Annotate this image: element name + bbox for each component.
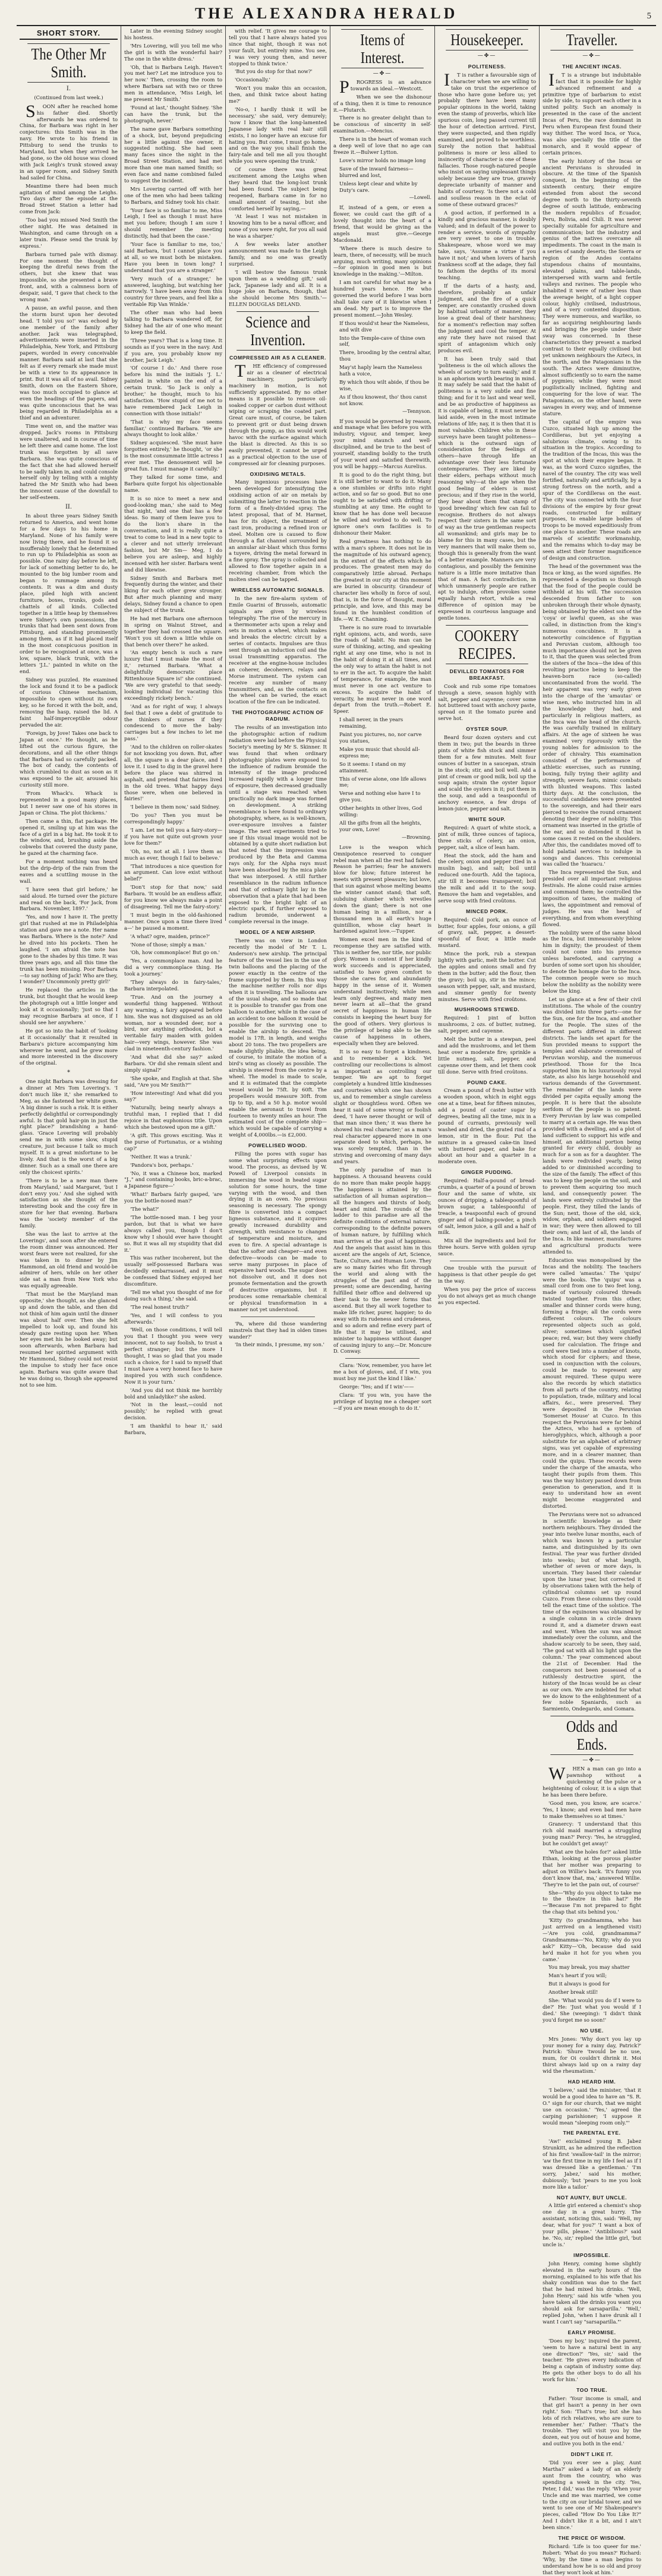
subheading: THE ANCIENT INCAS. bbox=[562, 63, 622, 70]
paragraph: It is good to do the right thing, but it is still better to want to do it. Many a one stumbles or drifts into right action, and so far so good. But no one ought to be satisfied with drifting or stumbling at any time. He ought to know that he has done well because he willed and worked to do well. To ignore one's own facilities is to dishonour their Maker. bbox=[333, 471, 431, 536]
ornament: —✤— bbox=[477, 53, 497, 59]
paragraph: 'Occasionally.' bbox=[235, 77, 270, 83]
paragraph: 'And what did she say?' asked Barbara. 'Or did she remain silent and simply signal?' bbox=[124, 1054, 222, 1073]
paragraph: 'And as for right of way, I always feel that I owe a debt of gratitude to the thinkers of nurses if they condescend to move the baby-carriages but a few inches to let me pass.' bbox=[124, 703, 222, 742]
paragraph: For a moment nothing was heard but the drip-drip of the rain from the eaves and a scuttling mouse in the wall. bbox=[20, 858, 118, 884]
chapter-number: II. bbox=[65, 504, 72, 511]
verse-line: But it always is good for bbox=[548, 1981, 610, 1987]
paragraph: 'Three years? That is a long time. It sounds as if you were in the navy. And if you are, you probably know my brother, Jack Leigh.' bbox=[124, 337, 222, 363]
verse bbox=[333, 320, 431, 407]
paragraph: 'They always do in fairy-tales,' Barbara interpolated. bbox=[124, 979, 222, 992]
verse-line: All the gifts from all the heights, your own, Love! bbox=[339, 819, 422, 832]
paragraph: 'That must be the Maryland man opposite,' she thought, as she glanced up and down the table, and then did not think of him again until the dinner was about half over. Then she felt impelled to look up, and found his steady gaze resting upon her. When her eyes met his he looked away; but soon afterwards, when Barbara had resumed her spirited argument with Mr Hammond, Sidney could not resist the impulse to study her face once again. Barbara was quite aware that he was doing so, though she appeared not to see him. bbox=[20, 1291, 118, 1388]
paragraph: Education was monopolised by the Incas and the nobility. The teachers were called 'amautas.' The 'quipu' were the books. The 'quipu' was a small cord from one to two feet long, made of variously coloured threads twisted together. From this other, smaller and thinner cords were hung, forming a fringe; all the cords were different colours. The colours represented objects such as gold, silver; sometimes which signified peace; red, war; but they were chiefly used for calculation. The fringe and cord were tied into a number of knots, which stood for ciphers; and these, used in conjunction with the colours, could be made to represent any amount required. These quipu were also the records by which statistics from all parts of the country, relating to population, trade, military and local affairs, &c., were preserved. They were deposited in the Peruvian 'Somerset House' at Cuzco. In this respect the Peruvians were far behind the Aztecs, who had a system of hieroglyphics, which, although a poor substitute for an alphabet of arbitrary signs, was yet capable of expressing more, and in a clearer manner, than could the quipu. These records were under the charge of the amauta, who taught their pupils from them. This was the way history passed down from generation to generation, and it is easy to understand how an event might become exaggerated and distorted. bbox=[543, 1257, 641, 1510]
paragraph: Cream a pound of fresh butter with a wooden spoon, which in eight eggs one at a time, beat for fifteen minutes, add a pound of caster sugar by degrees, beating all the time, mix in a pound of currants, previously well washed and dried, the grated rind of a lemon, stir in the flour. Put the mixture in a greased cake-tin lined with buttered paper, and bake for about an hour and a quarter in a moderate oven. bbox=[438, 1087, 536, 1165]
paragraph: 'A what? ogre, maiden, prince?' bbox=[130, 933, 210, 939]
paragraph: It is so easy to forget a kindness, and to remember a kick. Yet controlling our recollections is almost as important as controlling our temper. We are apt to forget completely a hundred little kindnesses and courtesies which one has shown us, and to remember a single careless slight or thoughtless word. Often we hear it said of some wrong or foolish deed, 'I have never thought or will of that man since then;' it was there he showed his real character;' as a man's real character appeared more in one separate deed to which, perhaps, he was sorely tempted, than in the striving and overcoming of many days and years. bbox=[333, 1048, 431, 1165]
paragraph: A little girl entered a chemist's shop one day in a great hurry. The assistant, noticing this, said: 'Well, my dear, what for you?' 'I want a box of your pills, please.' 'Antibilious?' said he. 'No, sir,' replied the little girl, 'but uncle is.' bbox=[543, 2202, 641, 2247]
continued-note: (Continued from last week.) bbox=[34, 94, 103, 100]
paragraph: 'Oh, that is Barbara Leigh. Haven't you met her? Let me introduce you to her now.' Then, crossing the room to where Barbara sat with two or three men in attendance, 'Miss Leigh, let me present Mr Smith.' bbox=[124, 64, 222, 103]
paragraph: 'I am thankful to hear it,' said Barbara, bbox=[124, 1423, 222, 1436]
paragraph: Mrs Jones: 'Why don't you lay up your money for a rainy day, Patrick?' Patrick: 'Shure 'twould be no use, mum, for Oi couldn't dhrink it. Moi thirst always laid up on a rainy day wid the rheumatism.' bbox=[543, 2035, 641, 2075]
paragraph: A few weeks later another announcement was made to the Leigh family, and no one was greatly surprised. bbox=[229, 241, 327, 267]
paragraph: THE efficiency of compressed air as a cleaner of electrical machinery, particularly machinery in motion, is not sufficiently appreciated. By no other means is it possible to remove oil-soaked copper or carbon dust without wiping or scraping the coated part. Great care must, of course, be taken to prevent grit or dust being drawn through the pump, as this would work havoc with the surface against which the blast is directed. As this is so easily prevented, it cannot be urged as a practical objection to the use of compressed air for cleaning purposes. bbox=[229, 361, 327, 466]
paragraph: Cook and rub some ripe tomatoes through a sieve, season highly with salt, pepper and cayenne; cover some hot buttered toast with anchovy paste, spread on it the tomato purée and serve hot. bbox=[438, 683, 536, 722]
subheading: THE PRICE OF WISDOM. bbox=[558, 2535, 626, 2542]
subheading: MODEL OF A NEW AIRSHIP. bbox=[239, 929, 316, 936]
paragraph: The other man who had been talking to Barbara wandered off, for Sidney had the air of one who meant to keep the field. bbox=[124, 310, 222, 335]
paragraph: Real greatness has nothing to do with a man's sphere. It does not lie in the magnitude of his outward agency, in the extent of the effects which he produces. The greatest men may do comparatively little abroad. Perhaps the greatest in our city at this moment are buried in obscurity. Grandeur of character lies wholly in force of soul, that is, in the force of thought, moral principle, and love, and this may be found in the humblest condition of life.—W. E. Channing. bbox=[333, 538, 431, 622]
paragraph: 'Your face is familiar to me, too,' said Barbara, 'but I cannot place you at all, so we must both be mistaken. Have you been in town long? I understand that you are a stranger.' bbox=[124, 241, 222, 273]
verse-line: As if thou knowest, tho' thou canst not know. bbox=[339, 393, 427, 406]
verse-line: By which thou wilt abide, if thou be wise, bbox=[339, 378, 430, 392]
paragraph: Later in the evening Sidney sought his hostess. bbox=[124, 28, 222, 40]
verse bbox=[543, 1964, 641, 1996]
paragraph: 'The what?' bbox=[130, 1206, 159, 1213]
paragraph: 'That introduces a nice question for an argument. Can love exist without belief?' bbox=[124, 863, 222, 882]
verse-line: There, brooding by the central altar, thou bbox=[339, 349, 431, 362]
paragraph: Meantime there had been much agitation of mind among the Leighs. Two days after the episode at the Broad Street Station a letter had come from Jack: bbox=[20, 182, 118, 215]
paragraph: 'I believe,' said the minister, 'that it would be a good idea to have an "S. R. O." sign for our church, that we might use on occasion.' 'Yes,' agreed the carping parishioner; 'I suppose it would mean "sleeping room only."' bbox=[543, 2086, 641, 2126]
attribution: —Browning. bbox=[402, 834, 431, 840]
paragraph: The Peruvians were not so advanced in scientific knowledge as their northern neighbours. They divided the year into twelve lunar months, each of which was known by a particular name, and distinguished by its own festival. The year was further divided into weeks; but of what length, whether of seven or more days, is uncertain. They based their calendar upon the lunar year, but corrected it by observations taken with the help of cylindrical columns set up round Cuzco. From these columns they could tell the exact time of the solstice. The time of the equinoxes was obtained by a single column in a circle drawn round it, and a diameter drawn east and west. When the sun was almost immediately over the column, and the shadow scarcely to be seen, they said, 'The god sat with all his light upon the column.' The year commenced about the 21st of December. Had the conquerors not been possessed of a ruthlessly destructive spirit, the history of the Incas would be as clear as our own. We are indebted for what we do know to the enlightenment of a few noble Spaniards, such as Sarmiento, Ondegardo, and Gomara. bbox=[543, 1511, 641, 1712]
section-heading: Odds and Ends. bbox=[550, 1716, 633, 1755]
paragraph: 'A gift. This grows exciting. Was it the purse of Fortunatus, or a wishing cap?' bbox=[124, 1132, 222, 1151]
paragraph: 'She spoke, and English at that. She said, "Are you Mr Smith?"' bbox=[124, 1075, 222, 1088]
paragraph: In about three years Sidney Smith returned to America, and went home for a few days to his home in Maryland. None of his family were now living there, and he found it so insufferably lonely that he determined to run up to Philadelphia as soon as possible. One rainy day before he left, for lack of something better to do, he mounted to the big lumber room and began to rummage among its contents. It was a dim and dusty place, piled high with ancient furniture, boxes, trunks, gods and chattels of all kinds. Collected together in a little heap by themselves were Sidney's own possessions, the trunks that had been sent down from Pittsburg, and standing prominently among them, as if it had placed itself in the most conspicuous position in order to be recognised at once, was a low, square, black trunk, with the letters 'J.L.' painted in white on the end. bbox=[20, 513, 118, 674]
paragraph: He got so into the habit of 'looking at it occasionally' that it resulted in Barbara's picture accompanying him wherever he went, and he grew more and more interested in the discovery of the original. bbox=[20, 1027, 118, 1066]
verse-line: Love's mirror holds no image long bbox=[339, 157, 426, 163]
paragraph: There was on view in London recently the model of Mr T. L. Anderson's new airship. The principal feature of the vessel lies in the use of twin balloons and the placing of the power exactly in the centre of the frame supported by them. In this way the machine neither rolls nor dips when it is travelling. The balloons are of the usual shape, and so made that it is possible to transfer gas from one balloon to another, while in the case of an accident to one balloon it would be possible for the surviving one to enable the airship to descend. The model is 17ft. in length, and weighs about 20 tons. The two propellers are made slightly pliable, the idea being, of course, to imitate the motion of a bird's wing as closely as possible. The airship is steered from the centre by a wheel. The model is made to scale, and it is estimated that the complete vessel would be 75ft. by 60ft. The propellers would measure 30ft. from tip to tip, and a 50 h.p. motor would enable the aeronaut to travel from fourteen to twenty miles an hour. The estimated cost of the complete ship—which would be capable of carrying a weight of 4,000lbs.—is £2,000. bbox=[229, 937, 327, 1138]
attribution: —Tennyson. bbox=[402, 408, 431, 414]
paragraph: 'Very much of a stranger,' he answered, laughing, but watching her narrowly. 'I have been away from this country for three years, and feel like a veritable Rip Van Winkle.' bbox=[124, 275, 222, 308]
verse-line: This of verse alone, one life allows me; bbox=[339, 775, 427, 788]
paragraph: 'What!' Barbara fairly gasped, 'are you the bottle-nosed man?' bbox=[124, 1191, 222, 1204]
subheading: MUSHROOMS STEWED. bbox=[454, 1006, 520, 1013]
paragraph: The results of an investigation into the photographic action of radium radiation were laid before the Physical Society's meeting by Mr S. Skinner. It was found that when ordinary photographic plates were exposed to the influence of radium bromide the intensity of the image produced increased rapidly with a longer time of exposure, then decreased gradually until a stage was reached when practically no dark image was formed on development. A striking resemblance is here found to ordinary photography, where, as is well-known, over-exposure involves a fainter image. The next experiments tried to see if this visual image would not be obtained by a quite short radiation but that noted that the impression was produced by the Beta and Gamma rays only, for the Alpha rays must have been absorbed by the mica plate that was interposed. A still further resemblance in the radium influence and that of ordinary light lay in the observation that a plate that had been exposed to the bright light of an electric spark, if further exposed to radium bromide, underwent a complete reversal in the image. bbox=[229, 724, 327, 925]
ornament: —✤— bbox=[373, 71, 392, 77]
paragraph: 'No, it was a Chinese box, marked "J.," and containing books, bric-a-brac, a Japanese figure—' bbox=[124, 1170, 222, 1189]
paragraph: 'There is to be a new man there from Maryland,' said Margaret, 'but I don't envy you.' And she sighed with satisfaction as she thought of the interesting book and the cosy fire in store for her that evening. Barbara was the 'society member' of the family. bbox=[20, 1177, 118, 1229]
paragraph: 'I must begin in the old-fashioned manner. Once upon a time there lived a—' he paused a moment. bbox=[124, 911, 222, 931]
paragraph: Required: Half-a-pound of bread-crumbs, a quarter of a pound of brown flour and the same of white, six ounces of dripping, a tablespoonful of brown sugar, a tablespoonful of treacle, a teaspoonful each of ground ginger and of baking-powder, a pinch of salt, lemon juice, a gill and a half of milk. bbox=[438, 1177, 536, 1236]
verse-line: You may break, you may shatter bbox=[548, 1964, 630, 1971]
paragraph: One trouble with the pursuit of happiness is that other people do get in the way. bbox=[438, 1265, 536, 1284]
verse bbox=[333, 157, 431, 194]
paragraph: She—'Why do you object to take me to the theatre in this hat?' He—'Because I'm not prepared to fight the chap that sits behind you.' bbox=[543, 1889, 641, 1915]
column-5 bbox=[435, 26, 540, 1305]
attribution: —Lowell. bbox=[409, 195, 431, 201]
subheading: EARLY PROMISE. bbox=[568, 2329, 616, 2335]
section-heading: Traveller. bbox=[550, 29, 633, 50]
paragraph: 'Don't stop for that now,' said Barbara. 'It would be an endless affair, for you know we always make a point of disagreeing. Tell me the fairy-story.' bbox=[124, 884, 222, 910]
paragraph: When we see the dishonour of a thing, then it is time to renounce it.—Plutarch. bbox=[333, 93, 431, 113]
paragraph: 'From Whack's. Whack is represented in a good many places, but I never saw one of his stores in Japan or China. The plot thickens.' bbox=[20, 790, 118, 816]
divider bbox=[345, 1358, 420, 1359]
paragraph: 'What are the holes for?' asked little Ethan, looking at the porous plaster that her mother was preparing to adjust on Willie's back. 'It's funny you don't know that, ma,' answered Willie. 'They're to let the pain out, of course!' bbox=[543, 1849, 641, 1887]
verse-line: May'st haply learn the Nameless hath a voice, bbox=[339, 364, 423, 377]
paragraph: John Henry, coming home slightly elevated in the early hours of the morning, explained to his wife that his shaky condition was due to the fact that he had mixed his drinks. 'Well, John Henry,' said his wife 'when you have taken all the drinks you want you should ask for sarsaparilla.' 'Well,' replied John, 'when I have drunk all I want I can't say "sarsaparilla."' bbox=[543, 2260, 641, 2325]
verse-line: Another break still! bbox=[548, 1989, 598, 1996]
paragraph: 'That is why my face seems familiar,' continued Barbara. 'We are always thought to look alike.' bbox=[124, 418, 222, 438]
paragraph: 'Yes, and I will confess to you afterwards.' bbox=[124, 1312, 222, 1325]
paragraph: Time went on, and the matter was dropped. Jack's rooms in Pittsburg were unaltered, and in course of time he left there and came home. The lost trunk was forgotten by all save Barbara. She was quite conscious of the fact that she had allowed herself to be sadly taken in, and could console herself only by telling with a mighty hatred the Mr Smith who had been the innocent cause of the downfall to her self-esteem. bbox=[20, 423, 118, 501]
paragraph: Melt the butter in a stewpan, peel and add the mushrooms, and let them heat over a moderate fire; sprinkle a little nutmeg, salt, pepper, and cayenne over them, and let them cook till done. Serve with fried croûtons. bbox=[438, 1036, 536, 1075]
paragraph: Many ingenious processes have been developed for intensifying the oxidising action of air on metals by submitting the latter to reaction in the form of a finely-divided spray. The latest proposal, that of M. Harmet, has for its object, the treatment of cast iron, producing a refined iron or steel. Molten ore is caused to flow through a flat channel surrounded by an annular air-blast which thus forms a tuyere, driving the metal forward in a fine spray. The spray is collected and allowed to flow together again in a receiving chamber, from which the molten steel can be tapped. bbox=[229, 479, 327, 583]
subheading: IMPOSSIBLE. bbox=[573, 2252, 610, 2258]
paragraph: 'Aw!' exclaimed young B. Jabez Strunkitt, as he admired the reflection of his first 'swallow-tail' in the mirror; 'aw the first time in my life I feel as if I was dressed like a gentleman.' 'I'm sorry, Jabez,' said his mother, dubiously; 'but 'pears to me you look more like a tailor.' bbox=[543, 2138, 641, 2190]
verse-line: If thou would'st hear the Nameless, and wilt dive bbox=[339, 320, 430, 333]
paragraph: Filling the pores with sugar has some what surprising effects upon wood. The process, as devised by W. Powell of Liverpool consists in immersing the wood in heated sugar solution for some hours, the time varying with the wood, and then drying it in an oven. No previous seasoning is necessary. The spongy fibre is converted into a compact ligneous substance, and it acquires greatly increased durability and strength, with resistance to changes of temperature and moisture, and even to fire. A special advantage is that the softer and cheaper—and even defective—woods can be made to serve many purposes in place of expensive hard woods. The sugar does not dissolve out, and it does not promote fermentation and the growth of destructive organisms, but it produces some remarkable chemical or physical transformation in a manner not yet understood. bbox=[229, 1151, 327, 1312]
section-heading: Housekeeper. bbox=[446, 29, 528, 50]
verse-line: Save of the inward fairness—blurred and lost, bbox=[339, 165, 414, 178]
subheading: WHITE SOUP. bbox=[468, 816, 506, 822]
verse bbox=[333, 716, 431, 833]
verse-line: Man's heart if you will; bbox=[548, 1972, 607, 1979]
paragraph: If the darts of a hasty, and, therefore, probably an unfair judgment, and the fire of a quick temper, are constantly crushed down by habitual urbanity of manner, they lose a great deal of their harshness; for a moment's reflection may soften the judgment and cool the temper. At any rate they have not raised that spirit of antagonism which only produces evil. bbox=[438, 282, 536, 353]
paragraph: Sidney was puzzled. He examined the lock and found it to be a padlock of curious Chinese mechanism, impossible to open without its own key, so he forced it with the bolt, and, removing the hasp, raised the lid. A faint half-imperceptible odour pervaded the air. bbox=[20, 676, 118, 728]
paragraph: 'Not in the least,—could not possibly,' he replied with great decision. bbox=[124, 1401, 222, 1421]
paragraph: A pause, an awful pause, and then the storm burst upon her devoted head. 'I told you so!' was echoed by one member of the family after another. Jack was telegraphed, advertisements were inserted in the Philadelphia, New York, and Pittsburg papers, worded in every conceivable manner. Barbara said at last that she felt as if every remark she made must be with a view to its appearance in print. But it was all of no avail. Sidney Smith, down on the Eastern Shore, was too much occupied to glance at even the headings of the papers, and was quite unconscious that he was being regarded in Philadelphia as a thief and an adventurer. bbox=[20, 304, 118, 421]
paragraph: 'And you did not think me horribly bold and unladylike?' she asked. bbox=[124, 1387, 222, 1400]
paragraph: 'How interesting! And what did you say?' bbox=[124, 1090, 222, 1103]
paragraph: 'Pandora's box, perhaps.' bbox=[130, 1161, 194, 1168]
paragraph: Richard: 'Life is too queer for me.' Robert: 'What do you mean?' Richard: 'Why, by the time a man begins to understand how he is so old and prosy that they won't look at him.' bbox=[543, 2543, 641, 2575]
subheading: POWELLISED WOOD. bbox=[248, 1142, 307, 1149]
paragraph: When you pay the price of success you do not always get as much change as you expected. bbox=[438, 1286, 536, 1305]
masthead-title: THE ALEXANDRA HERALD bbox=[195, 5, 458, 22]
paragraph: 'Foreign, by Jove! Takes one back to Japan at once.' He thought, as he lifted out the curious figure, the decorations, and all the other things that Barbara had so carefully packed. The box of candy, the contents of which crumbled to dust as soon as it was exposed to the air, aroused his curiosity still more. bbox=[20, 730, 118, 788]
section-heading: The Other Mr Smith. bbox=[27, 43, 110, 83]
column-3 bbox=[226, 26, 330, 1348]
paragraph: 'Too bad you missed Ned Smith the other night. He was detained in Washington, and came through on a later train. Please send the trunk by express.' bbox=[20, 217, 118, 249]
verse-line: Other heights in other lives, God willing: bbox=[339, 805, 423, 818]
paragraph: 'And to the children on roller-skates for not knocking you down. But, after all, the square is a dear place, and I love it. I used to dig in the gravel here before the place was shirred in asphalt, and pretend that fairies lived in the old trees. What happy days those were, when one believed in fairies!' bbox=[124, 744, 222, 802]
paragraph: 'Kitty (to grandmamma, who has just arrived on a lengthened visit)—'Are you cold, grandmamma?' Grandmamma—'No, Kitty; why do you ask?' Kitty—'Oh, because dad said he'd make it hot for you when you came.' bbox=[543, 1917, 641, 1962]
paragraph: 'Mrs Lovering, will you tell me who the girl is with the wonderful hair? The one in the white dress.' bbox=[124, 42, 222, 62]
paragraph: She: 'What would you do if I were to die?' He: 'Just what you would if I died.' She (weeping): 'I didn't think you'd forget me so soon!' bbox=[543, 1997, 641, 2023]
paragraph: 'The real honest truth?' bbox=[130, 1303, 190, 1310]
section-heading: COOKERY RECIPES. bbox=[446, 625, 528, 664]
paragraph: 'Does my boy,' inquired the parent, 'seem to have a natural bent in any one direction?' 'Yes, sir,' said the teacher. 'He gives every indication of being a captain of industry some day. He gets the other boys to do all his work for him.' bbox=[543, 2337, 641, 2383]
paragraph: The Inca represented the Sun, and presided over all important religious festivals. He alone could raise armies and command them; he controlled the imposition of taxes, the making of laws, the appointment and removal of judges. He was the head of everything, and from whom everything flowed. bbox=[543, 869, 641, 927]
paragraph: The only paradise of man is happiness. A thousand heavens could do no more than make people happy. The happiness is attained by the satisfaction of all human aspiration—all the hungers and thirsts of body, heart and mind. The rounds of the ladder to this paradise are all the definite conditions of external nature, corresponding to the definite powers of human nature, by fulfilling which man arrives at the goal of happiness. And the angels that assist him in this ascent are the angels of Art, Science, Taste, Culture, and Human Love. They are so many fairies who flit through the world and along with the struggles of the past and of the present; some are descending, having fulfilled their office and delivered up their task to the newer forms that ascend. But they all work together to make life richer, purer, happier; to do away with its rudeness and crudeness, and so adorn and refine every part of life that it may be utilised, and minister to happiness without danger of causing injury to any.—Dr. Moncure D. Conway. bbox=[333, 1167, 431, 1355]
subheading: TOO TRUE. bbox=[576, 2387, 608, 2394]
paragraph: 'Oh, no, not at all. I love them as much as ever, though I fail to believe.' bbox=[124, 848, 222, 861]
paragraph: 'True. And on the journey a wonderful thing happened. Without any warning, a fairy appeared before him. She was not disguised as an old woman, nor a wounded deer, nor a bird, nor anything orthodox, but a veritable fairy maiden with golden hair—very wings, however. She was clad in nineteenth-century fashion.' bbox=[124, 993, 222, 1052]
paragraph: Heat the stock, add the ham and the celery, onion and pepper (tied in a muslin bag), and salt; boil until reduced one-fourth. Add the tapioca, stir till it becomes transparent; boil the milk and add it to the soup. Remove the ham and vegetables, and serve soup with fried croûtons. bbox=[438, 852, 536, 904]
subheading: MINCED PORK. bbox=[466, 908, 508, 914]
paragraph: 'Well, on those conditions, I will tell you that I thought you were very innocent, not to say foolish, to trust a perfect stranger; but the more I thought, I was so glad that you made such a choice, for I said to myself that I must have a very honest face to have inspired you with such confidence. Now it is your turn.' bbox=[124, 1327, 222, 1385]
chapter-number: I. bbox=[66, 85, 71, 92]
paragraph: Required: 1 pint of button mushrooms, 2 ozs. of butter, nutmeg, salt, pepper, and cayenne. bbox=[438, 1015, 536, 1034]
subheading: HAD HEARD HIM. bbox=[568, 2079, 616, 2085]
paragraph: 'I will bestow the famous trunk upon them as a wedding gift,' said Jack, 'Japanese lady and all. It is a huge joke on Barbara, though, that she should become Mrs Smith.'—ELLEN DOUGLAS DELAND. bbox=[229, 269, 327, 308]
column-6 bbox=[540, 26, 644, 2575]
paragraph: There is no sure road to invariable right opinions, acts, and words, save the roads of habit. No man can be sure of thinking, acting, and speaking right at any one time, who is not in the habit of doing it at all times, and the only way to attain the habit is not to err in the act. To acquire the habit of temperance, for example, the man must never in one act venture to excess. To acquire the habit of veracity, he must never in one word depart from the truth.—Robert E. Speer. bbox=[333, 624, 431, 715]
paragraph: A good action, if performed in a kindly and gracious manner, is doubly valued; and in default of the power to render a service, words of sympathy are very sweet to one in trouble. Shakespeare, whose word we may take, says, 'Assume a virtue if you have it not;' and when lovers of harsh frankness scoff at the adage, they fail to fathom the depths of its moral teaching. bbox=[438, 209, 536, 280]
paragraph: He replaced the articles in the trunk, but thought that he would keep the photograph out a little longer and look at it occasionally; 'just so that I may recognise Barbara at once, if I should see her anywhere.' bbox=[20, 987, 118, 1025]
subheading: OYSTER SOUP. bbox=[466, 726, 508, 733]
subheading: NOT AUNTY, BUT UNCLE. bbox=[556, 2194, 628, 2201]
paragraph: Women excel men in the kind of recompense they are satisfied with. This is neither fee, nor title, nor public glory. Women is content if her kindly work succeeds and is appreciated, satisfied to have given comfort to those she cares for, and abundantly happy in the sense of it. Women understand instinctively, while men learn only degrees, and many men never learn at all—that the grand secret of happiness in human life consists in keeping the heart busy for the good of others. Very glorious is the privilege of being able to be the cause of happiness in others, especially when they are beloved. bbox=[333, 936, 431, 1046]
paragraph: One night Barbara was dressing for a dinner at Mrs Tom Lovering's. 'I don't much like it,' she remarked to Meg, as she fastened her white gown. 'A big dinner is such a risk. It is either perfectly delightful or correspondingly awful. Is that gold hair-pin in just the right place?' brandishing a hand-glass. 'Grace Lovering will probably send me in with some slow, stupid creature, just because I talk so much myself. It is a great misfortune to be lively. And that is the worst of a big dinner. Such as a small one there are only the choicest spirits.' bbox=[20, 1078, 118, 1175]
paragraph: He had met Barbara one afternoon in spring on Walnut Street, and together they had crossed the square. 'Won't you sit down a little while on that bench over there?' he asked. bbox=[124, 615, 222, 648]
verse-line: Make you music that should all-express me; bbox=[339, 746, 420, 759]
paragraph: This was rather incoherent, but the usually self-possessed Barbara was decidedly embarrassed, and it must be confessed that Sidney enjoyed her discomfiture. bbox=[124, 1255, 222, 1287]
verse-line: Into the Temple-cave of thine own self, bbox=[339, 334, 425, 348]
paragraph: 'But you do stop for that now?' bbox=[235, 68, 313, 75]
paragraph: IT is a strange but indubitable fact that it is possible for highly advanced refinement and a primitive type of barbarism to exist side by side, to support each other in a united polity. Such an anomaly is presented in the case of the ancient Incas of Peru, the race dominant in Peru when European first found their way thither. The word Inca, or Yuca, was also specially the title of the monarch, and it would appear of certain princes. bbox=[543, 70, 641, 156]
paragraph: Sidney acquiesced. 'She must have forgotten entirely,' he thought, 'or she is the most consummate little actress I ever met. The denouement will be great fun. I must manage it carefully.' bbox=[124, 440, 222, 472]
paragraph: The nobility were of the same blood as the Inca, but immeasurably below him in dignity; the proudest of them could not come into his presence unless barefooted, and carrying a burden of some sort upon his shoulder, to denote the homage due to the Inca. The common people were so much below the nobility as the nobility were below the king. bbox=[543, 929, 641, 994]
chapter-number: * bbox=[67, 1069, 70, 1077]
verse-line: Verse and nothing else have I to give you. bbox=[339, 790, 421, 803]
paragraph: 'Won't you make this an occasion, then, and think twice about hating me?' bbox=[229, 85, 327, 105]
verse-line: Paint you pictures, no, nor carve you statues, bbox=[339, 731, 422, 744]
paragraph: WHEN a man can go into a pawnshop without a quickening of the pulse or a heightening of colour, it is a sign that he has been there before. bbox=[543, 1764, 641, 1798]
paragraph: Required: Cold pork, an ounce of butter, four apples, four onions, a gill of gravy, salt, pepper, a dessert-spoonful of flour, a little made mustard. bbox=[438, 916, 536, 949]
paragraph: The name gave Barbara something of a shock, but, beyond prejudicing her a little against the owner, it suggested nothing. She had seen many faces since the night in the Broad Street Station, and had met more than one man named Smith; so even face and name combined failed to suggest the incident. bbox=[124, 125, 222, 184]
column-4 bbox=[330, 26, 435, 1411]
paragraph: Then came a thin, flat package. He opened it, smiling up at him was the face of a girl in a big hat. He took it to the window, and, brushing aside the cobwebs that covered the dusty pane, he gazed at the charming face. bbox=[20, 817, 118, 857]
paragraph: 'I believe in them now,' said Sidney. bbox=[130, 804, 220, 810]
subheading: THE PARENTAL EYE. bbox=[563, 2130, 621, 2136]
paragraph: Barbara turned pale with dismay. For one moment the thought of keeping the direful news from the others, but she knew that was impossible, so she presented a brave front, and, with a calmness born of despair, said, 'I gave that check to the wrong man.' bbox=[20, 251, 118, 302]
paragraph: 'Where there is much desire to learn, there, of necessity, will be much arguing, much writing, many opinions—for opinion in good men is but knowledge in the making.'—Milton. bbox=[333, 245, 431, 277]
subheading: WIRELESS AUTOMATIC SIGNALS. bbox=[231, 586, 324, 593]
paragraph: IT is rather a favourable sign of character when we are willing to take on trust the experience of those who have gone before us; yet probably there have been many popular opinions in the world, taking even the stamp of proverbs, which like spurious coin, long passed current till the hour of detection arrived. First, they were suspected, and then rigidly examined, and proved to be worthless. Surely the notion that habitual politeness is more or less allied to insincerity of character is one of these fallacies. Those rough-natured people who insist on saying unpleasant things solely because they are true, gravely depreciate urbanity of manner and habits of courtesy. 'Is there not a cold and soulless reason in the eclat of some of these outward graces?' bbox=[438, 70, 536, 207]
paragraph: I am not careful for what may be a hundred years hence. He who governed the world before I was born shall take care of it likewise when I am dead. My part is to improve the present moment.—John Wesley. bbox=[333, 279, 431, 318]
subheading: COMPRESSED AIR AS A CLEANER. bbox=[229, 355, 327, 361]
paragraph: 'I am. Let me tell you a fairy-story—if you have not quite out-grown your love for them?' bbox=[124, 827, 222, 846]
ornament: —✤— bbox=[582, 1757, 601, 1764]
subheading: POUND CAKE. bbox=[467, 1079, 507, 1085]
paragraph: Of course there was great excitement among the Leighs when they heard that the long-lost trunk had been found. The subject being reopened, Barbara came in for no small amount of teasing, but she comforted herself by saying,— bbox=[229, 166, 327, 211]
subheading: GINGER PUDDING. bbox=[461, 1169, 513, 1176]
subheading: OXIDISING METALS. bbox=[250, 471, 306, 477]
paragraph: 'Pa, where did those wandering minstrels that they had in olden times wander?' bbox=[229, 1320, 327, 1340]
paragraph: The head of the government was the Inca or king, as the word signifies. He represented a despotism so thorough that the food of the people could be withheld at his will. The succession descended from father to son unbroken through their whole dynasty, being obtained by the eldest son of the 'coya' or lawful queen, as she was called, in distinction from the king's numerous concubines. It is a noteworthy coincidence of Egyptian and Peruvian custom, although too much importance should not be given to it, that the queen was selected from the sisters of the Inca—the idea of this revolting practice being to keep the heaven-born race (so-called) uncontaminated from the world. The heir apparent was very early given into the charge of the 'amautas' or wise men, who instructed him in all the knowledge they had, and particularly in religious matters, as the Inca was the head of the church. He was carefully trained in military affairs. At the age of sixteen he was examined very rigorously with the young nobles for admission to the order of chivalry. This examination consisted of the performance of athletic exercises, such as running, boxing, fully trying their agility and strength; severe fasts, mimic combats with blunted weapons. This lasted thirty days. At the conclusion, the successful candidates were presented to the sovereign, and had their ears pierced to receive the round ornament denoting their degree of nobility. This ornament was inserted in the gristle of the ear, and so distended it that in some cases it rested on the shoulders. After this, the candidates moved off to hold palatial services to indulge in songs and dances. This ceremonial was called the 'huaracu.' bbox=[543, 563, 641, 867]
masthead bbox=[17, 5, 656, 26]
paragraph: In the new fire-alarm system of Emile Guarini of Brussels, automatic signals are given by wireless telegraphy. The rise of the mercury in a thermometer acts upon a relay and sets in motion a wheel, which makes and breaks the electric circuit by a series of contacts. Impulses are thus sent through an induction coil and the usual transmitting apparatus. The receiver at the engine-house includes an coherer, decoherers, relays and Morse instrument. The system can receive any number of many transmitters, and, as the contacts on the wheel can be varied, the exact location of the fire can be indicated. bbox=[229, 595, 327, 705]
paragraph: 'I have seen that girl before,' he said aloud. He turned over the picture and read on the back, 'For Jack, from Barbara. November, 1897.' bbox=[20, 886, 118, 912]
paragraph: Clara: 'Now, remember, you have let me a box of gloves, and, if I win, you must buy me just the kind I like.' bbox=[333, 1362, 431, 1382]
verse-line: So it seems: I stand on my attainment. bbox=[339, 760, 406, 774]
paragraph: If, instead of a gem, or even a flower, we could cast the gift of a lovely thought into the heart of a friend, that would be giving as the angels must give.—George Macdonald. bbox=[333, 204, 431, 243]
columns bbox=[17, 26, 656, 2575]
paragraph: George: 'Yes; and if I win'—— bbox=[339, 1384, 414, 1390]
paragraph: 'Naturally, being nearly always a truthful man, I replied that I did rejoice in that euphonious title. Upon which she bestowed upon me a gift.' bbox=[124, 1104, 222, 1131]
verse-line: I shall never, in the years remaining, bbox=[339, 716, 403, 730]
page-number: 5 bbox=[647, 11, 651, 21]
column-1 bbox=[17, 26, 121, 1388]
paragraph: 'Yes, a commonplace man. And he did a very commonplace thing. He took a journey.' bbox=[124, 958, 222, 977]
subheading: THE PHOTOGRAPHIC ACTION OF RADIUM. bbox=[232, 709, 324, 722]
paragraph: Required: A quart of white stock, a pint of milk, three ounces of tapioca, three sticks of celery, an onion, pepper, salt, a slice of lean ham. bbox=[438, 824, 536, 850]
paragraph: Love is the weapon which Omnipotence reserved to conquer rebel man when all the rest had failed. Reason he parries; fear he answers blow for blow; future interest he meets with present pleasure; but love, that sun against whose melting beams the winter cannot stand; that soft, subduing slumber which wrestles down the giant; there is not one human being in a million, nor a thousand men in all earth's huge quintillion, whose clay heart is hardened against love.—Tupper. bbox=[333, 844, 431, 935]
subheading: POLITENESS. bbox=[468, 63, 506, 70]
paragraph: 'None of those; simply a man.' bbox=[130, 941, 207, 948]
paragraph: Clara: 'If you win, you have the privilege of buying me a cheaper sort—if you are mean enough to do it.' bbox=[333, 1392, 431, 1411]
paragraph: They talked for some time, and Barbara quite forgot his objectionable name. bbox=[124, 473, 222, 493]
paragraph: 'Do you? Then you must be correspondingly happy.' bbox=[124, 812, 222, 825]
subheading: DEVILLED TOMATOES FOR BREAKFAST. bbox=[449, 668, 525, 681]
paragraph: 'Oh, how commonplace! But go on.' bbox=[130, 949, 220, 956]
paragraph: SOON after he reached home his father died. Shortly afterwards he was ordered to China, for Barbara was right in her conjectures: this Smith was in the navy. He wrote to his friend in Pittsburg to send the trunks to Maryland, but when they arrived he had gone, so the old house was closed with Jack Leigh's trunk stowed away in an upper room, and Sidney Smith had sailed for China. bbox=[20, 101, 118, 181]
paragraph: Mix all the ingredients and boil for three hours. Serve with golden syrup sauce. bbox=[438, 1238, 536, 1257]
paragraph: Sidney Smith and Barbara met frequently during the winter, and their liking for each other grew stronger. But after much planning and many delays, Sidney found a chance to open the subject of the trunk. bbox=[124, 574, 222, 614]
paragraph: 'Good men, you know, are scarce.' 'Yes, I know; and even bad men have to make themselves so at times.' bbox=[543, 1800, 641, 1819]
paragraph: 'At least I was not mistaken in knowing him to be a naval officer, and none of you were right, for you all said he was a sharper.' bbox=[229, 213, 327, 239]
paragraph: Let us glance at a few of their civil institutions. The whole of the country was divided into three parts—one for the Sun, one for the Inca, and another for the People. The sizes of the different parts differed in different districts. The lands set apart for the Sun provided means to support the temples and elaborate ceremonial of Peruvian worship, and the numerous priesthood. Those for the Inca supported him in his luxuriously royal state, as also his large household and various demands of the Government. The remainder of the lands were divided per capita equally among the people. It is here that the absolute serfdom of the people is so patent. Every Peruvian by law was compelled to marry at a certain age. He was then provided with a dwelling, and a plot of land sufficient to support his wife and himself, an additional portion being granted for every child, doubly as much for a son as for a daughter. The lands were redivided yearly, being added to or diminished according to the size of the family. The effect of this was to keep the people on the soil, and to prevent them acquiring too much land, and consequently power. The lands were entirely cultivated by the people. First, they tilled the lands of the Sun; next, those of the old, sick, widow, orphan, and soldiers engaged in war; they were then allowed to till their own; and last of all, the lands of the Inca. In like manner, manufactures and agricultural products were attended to. bbox=[543, 996, 641, 1255]
paragraph: 'In their minds, I presume, my son.' bbox=[235, 1341, 324, 1348]
paragraph: 'Found at last,' thought Sidney. 'She can have the trunk, but the photograph, never.' bbox=[124, 104, 222, 124]
paragraph: 'Your face is so familiar to me, Miss Leigh, I feel as though I must have met you before; though I am sure I should remember the meeting distinctly, had that been the case.' bbox=[124, 207, 222, 239]
paragraph: Mince the pork, rub a stewpan lightly with garlic, melt the butter. Cut the apples and onions small and fry them in the butter; add the flour, then the gravy; boil up, stir in the mince; season with pepper, salt, and mustard, and simmer gently for twenty minutes. Serve with fried croûtons. bbox=[438, 951, 536, 1002]
paragraph: 'An empty bench is such a rare luxury that I must make the most of it,' returned Barbara. 'What a delightfully democratic place Rittenhouse Square is!' she continued. 'We are very grateful to that seedy-looking individual for vacating this exceedingly rickety bench.' bbox=[124, 649, 222, 701]
paragraph: The capital of the empire was Cuzco, situated high up among the Cordilleras, but yet enjoying a salubrious climate, owing to its situation in the tropics. According to the tradition of the Incas, this was the spot at which their empire began. It was, as the word Cuzco signifies, the navel of the country. The city was well fortified, naturally and artificially, by a strong fortress on the north, and a spur of the Cordilleras on the east. The city was connected with the four divisions of the empire by four great roads, constructed for military purposes, to enable large bodies of troops to be moved expeditiously from one place to another. These roads are marvels of scientific workmanship, and the remains which to-day may be seen attest their former magnificence of design and construction. bbox=[543, 418, 641, 561]
paragraph: 'Of course I do.' And there rose before his mind the initials 'J. L.' painted in white on the end of a certain trunk. 'So Jack is only a brother,' he thought, much to his satisfaction. 'How stupid of me not to have remembered Jack Leigh in connection with those initials!' bbox=[124, 365, 222, 416]
ornament: —✤— bbox=[582, 53, 601, 59]
paragraph: with relief. 'It gives me courage to tell you that I have always hated you since that night, though it was not your fault, but entirely mine. You see, I was very young then, and never stopped to think twice.' bbox=[229, 28, 327, 67]
column-2 bbox=[121, 26, 226, 1436]
paragraph: Granercy: 'I understand that this rich old maid married a struggling young man?' Percy: 'Yes, he struggled, but he couldn't get away!' bbox=[543, 1821, 641, 1847]
paragraph: 'Yes, and now I have it. The pretty girl that rushed at me in Philadelphia station and gave me a note. Her name was Barbara. Where is the note?' And he dived into his pockets. Then he laughed. 'I am afraid the note has gone to the shades by this time. It was three years ago, and all this time the trunk has been missing. Poor Barbara—to say nothing of Jack! Who are they, I wonder? Uncommonly pretty girl!' bbox=[20, 914, 118, 985]
paragraph: She was the last to arrive at the Loverings', and soon after she entered the room dinner was announced. Her worst fears were not realized, for she was taken in to dinner by Jim Hammond, an old friend and would-be admirer of hers, while on her other side sat a man from New York who was equally agreeable. bbox=[20, 1230, 118, 1289]
section-heading: Science and Invention. bbox=[237, 311, 319, 351]
subheading: NO USE. bbox=[580, 2027, 604, 2034]
paragraph: If you would be governed by reason, and manage what lies before you with industry, vigour, and temper, keep your mind staunch and well-disciplined, and be true to the best of yourself, standing boldly to the truth of your word and satisfied therewith, you will be happy.—Marcus Aurelius. bbox=[333, 418, 431, 469]
paragraph: Father: 'Your income is small, and that girl hasn't a penny in her own right.' Son: 'That's true; but she has lots of rich relatives, who are sure to remember her.' Father: 'That's the trouble. They will visit you by the dozen, eat you out of house and home, and outlive you both in the end.' bbox=[543, 2395, 641, 2447]
paragraph: 'Did you ever see a play, Aunt Martha?' asked a lady of an elderly aunt from the country, who was spending a week in the city. 'Yes, Peter, I did,' was the reply. 'When your Uncle and me was married, we come to the city on our bridal tower, and we went to see one of Mr Shakespeare's pieces, called "How Do You Like It?" And I didn't like it a bit, and I ain't been since.' bbox=[543, 2460, 641, 2531]
paragraph: It is so nice to meet a new and good-looking man,' she said to Meg that night, 'and one that has a few ideas. So many of them leave you to do the lion's share in the conversation, and it is really quite a treat to come to lead in a new topic to a clever and not utterly irrelevant fashion, but Mr Sm— Meg, I do believe you are asleep, and highly incensed with her sister. Barbara went and did likewise. bbox=[124, 495, 222, 573]
paragraph: 'No-o, I hardly think it will be necessary,' she said, very demurely; 'now I know that the long-lamented Japanese lady with real hair still exists, I no longer have an excuse for hating you. But come, I must go home, and on the way you shall finish the fairy-tale and tell me all you thought while you were opening the trunk.' bbox=[229, 106, 327, 165]
paragraph: Beard four dozen oysters and cut them in two; put the beards in three pints of white fish stock and simmer them for a few minutes. Melt four ounces of butter in a saucepan, strain in the stock; stir, and boil well. Add a pint of cream or good milk, boil up the soup again; strain the oyster liquor and scald the oysters in it; put them in the soup, and add a teaspoonful of anchovy essence, a few drops of lemon-juice, pepper and salt. bbox=[438, 734, 536, 812]
paragraph: There is no greater delight than to be conscious of sincerity in self-examination.—Mencius. bbox=[333, 115, 431, 134]
paragraph: 'The bottle-nosed man. I beg your pardon, but that is what we have always called you, though I don't know why I should ever have thought so. But it was all my stupidity that did it.' bbox=[124, 1214, 222, 1253]
section-heading: Items of Interest. bbox=[341, 29, 424, 68]
paragraph: There is in the heart of woman such a deep well of love that no age can freeze it.—Bulwer Lytton. bbox=[333, 136, 431, 155]
verse-line: Unless kept clear and white by Duty's care. bbox=[339, 180, 418, 193]
section-kicker: SHORT STORY. bbox=[20, 28, 118, 40]
paragraph: The early history of the Incas or ancient Peruvians is shrouded in obscure. At the time of the Spanish conquest, in the beginning of the sixteenth century, their empire extended from about the second degree north to the thirty-seventh degree of south latitude, embracing the modern republics of Ecuador, Peru, Bolivia, and Chili. It was never specially suitable for agriculture and communication; but the industry and genius of the natives overcame all impediments. The coast in the main is a series of sandy deserts; the Sierra or region of the Andes contains stupendous chains of mountains, elevated plains, and table-lands, interspersed with warm and fertile valleys and ravines. The people who inhabited it were of rather less than the average height, of a light copper colour, highly civilised, industrious, and of a very contented disposition. They were numerous, and warlike, so far as acquiring neighbouring lands and bringing the people under their sway was concerned. In these characteristics they present a marked contrast to their equally civilised but yet unknown neighbours the Aztecs, in the north, and the Patagonians in the south. The Aztecs were diminutive, almost sufficiently so to earn the name of pygmies; while they were most pugilistically inclined, fighting and conquering for the love of war. The Patagonians, on the other hand, were savages in every way, and of immense stature. bbox=[543, 157, 641, 416]
paragraph: 'Tell me what you thought of me for doing such a thing,' she said. bbox=[124, 1289, 222, 1302]
paragraph: Mrs Lovering carried off with her one of the men who had been talking to Barbara, and Sidney took his chair. bbox=[124, 185, 222, 205]
paragraph: 'Neither. It was a trunk.' bbox=[130, 1153, 192, 1160]
paragraph: It has been truly said that 'politeness is the oil which allows the wheels of society to turn easily,' and it is an aphorism worth bearing in mind. It may safely be said that the habit of politeness is a very subtle and fine thing; and for it to last and wear well, and be as productive of happiness as it is capable of being, it must never be laid aside, even in the most intimate relations of life; nay, it is then that it is most valuable. Children who in these surveys have been taught politeness—which is the outward sign of consideration for the feelings of others—have through life an advantage over their less fortunate contemporaries. They are liked by their elders, perhaps without much reasoning why—at the age when the good feeling of elders is most precious; and if they rise in the world, they bear about them that stamp of 'good breeding' which few can fail to recognise. Brothers do not always respect their sisters in the same sort of way as the true gentleman respects all womankind; and girls may be to blame for this in many cases, but the very manners that will make them so, though this is generally from the want of a better example. Manners are very contagious, and possibly the feminine nature is a little more imitative than that of man. A fact contradiction, in which unmannerly people are rather apt to indulge, often provokes some equally harsh retort, while a real difference of opinion may be expressed in courteous language and gentle tones. bbox=[438, 355, 536, 621]
paragraph: PROGRESS is an advance towards an ideal.—Westcott. bbox=[339, 77, 431, 97]
subheading: DIDN'T LIKE IT. bbox=[570, 2451, 613, 2458]
